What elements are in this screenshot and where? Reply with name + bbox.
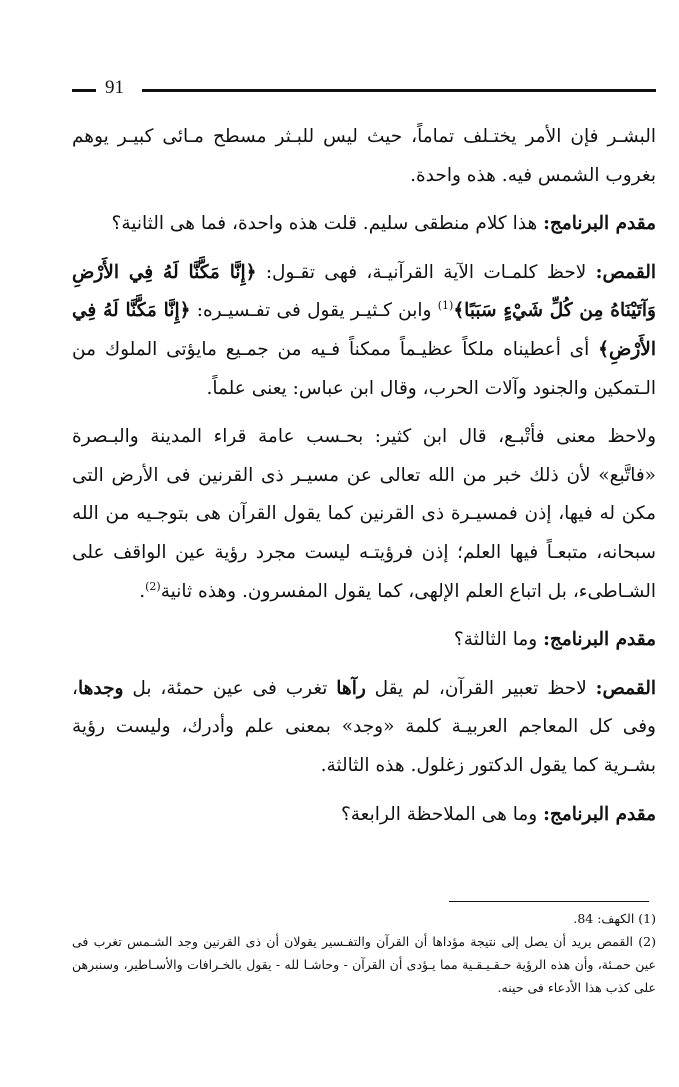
page-number: 91 — [105, 77, 124, 98]
footnote-ref-2[interactable]: (2) — [145, 579, 161, 593]
paragraph-4 — [72, 418, 656, 611]
page-header — [72, 76, 656, 100]
footnote-1: (1) الكهف: 84. — [573, 911, 656, 926]
speaker-priest: القمص: — [595, 261, 656, 283]
paragraph-2 — [72, 205, 656, 244]
paragraph-6 — [72, 670, 656, 786]
footnote-2: (2) القمص يريد أن يصل إلى نتيجة مؤداها أن القرآن والتفـسير يقولان أن ذى القرنين وجد الشـمس تغرب فى عين حمـئة، وأن هذه الرؤية حـقـيـقـية مما يـؤدى أن القرآن - وحاشـا لله - يقول بالخـرافات والأسـاطير، وسنبرهن على كذب هذا الأدعاء فى حينه. — [72, 934, 656, 995]
footnote-ref-1[interactable]: (1) — [437, 299, 454, 313]
footnote-rule — [449, 901, 649, 902]
paragraph-5 — [72, 621, 656, 660]
speaker-priest: القمص: — [595, 677, 656, 699]
paragraph-3-a: لاحظ كلمـات الآية القرآنيـة، فهى تقـول: — [256, 261, 596, 283]
paragraph-1 — [72, 118, 656, 195]
paragraph-2-text: هذا كلام منطقى سليم. قلت هذه واحدة، فما هى الثانية؟ — [111, 213, 544, 235]
paragraph-6-a: لاحظ تعبير القرآن، لم يقل — [365, 677, 596, 699]
paragraph-4-text: ولاحظ معنى فأتْبـع، قال ابن كثير: بحـسب عامة قراء المدينة والبـصرة «فاتَّبع» لأن ذلك خبر من الله تعالى عن مسيـر ذى القرنين فى الأرض التى مكن له فيها، إذن فمسيـرة ذى القرنين كما يقول القرآن هى بتوجـيه من الله سبحانه، متبعـاً فيها العلم؛ إذن فرؤيتـه ليست مجرد رؤية عين الواقف على الشـاطىء، بل اتباع العلم الإلهى، كما يقول المفسرون. وهذه ثانية — [72, 426, 656, 602]
paragraph-7 — [72, 796, 656, 835]
header-rule — [142, 89, 656, 92]
main-text — [72, 118, 656, 834]
paragraph-7-text: وما هى الملاحظة الرابعة؟ — [340, 803, 544, 825]
speaker-host: مقدم البرنامج: — [543, 803, 656, 825]
paragraph-6-c: ، وفى كل المعاجم العربيـة كلمة «وجد» بمعنى علم وأدرك، وليست رؤية بشـرية كما يقول الدكتور زغلول. هذه الثالثة. — [72, 677, 656, 776]
paragraph-1-text: البشـر فإن الأمر يختـلف تماماً، حيث ليس للبـثر مسطح مـائى كبيـر يوهم بغروب الشمس فيه. هذه واحدة. — [72, 126, 656, 186]
quran-verse-1: ﴿إِنَّا مَكَّنَّا لَهُ فِي الأَرْضِ وَآتَيْنَاهُ مِن كُلِّ شَيْءٍ سَبَبًا﴾ — [72, 261, 656, 322]
speaker-host: مقدم البرنامج: — [543, 213, 656, 235]
word-wajadaha: وجدها — [77, 677, 124, 699]
paragraph-4-end: . — [139, 580, 146, 602]
word-raaha: رآها — [336, 677, 366, 699]
speaker-host: مقدم البرنامج: — [543, 629, 656, 651]
quran-verse-2: ﴿إِنَّا مَكَّنَّا لَهُ فِي الأَرْضِ﴾ — [72, 300, 656, 360]
footnotes — [72, 907, 656, 999]
paragraph-3 — [72, 254, 656, 408]
paragraph-3-c: أى أعطيناه ملكاً عظيـماً ممكناً فـيه من جمـيع مايؤتى الملوك من الـتمكين والجنود وآلات الحرب، وقال ابن عباس: يعنى علماً. — [72, 338, 656, 399]
paragraph-3-b: وابن كـثيـر يقول فى تفـسيـره: — [190, 300, 438, 322]
paragraph-6-b: تغرب فى عين حمئة، بل — [123, 677, 337, 699]
header-dash — [72, 89, 96, 92]
paragraph-5-text: وما الثالثة؟ — [453, 629, 544, 651]
